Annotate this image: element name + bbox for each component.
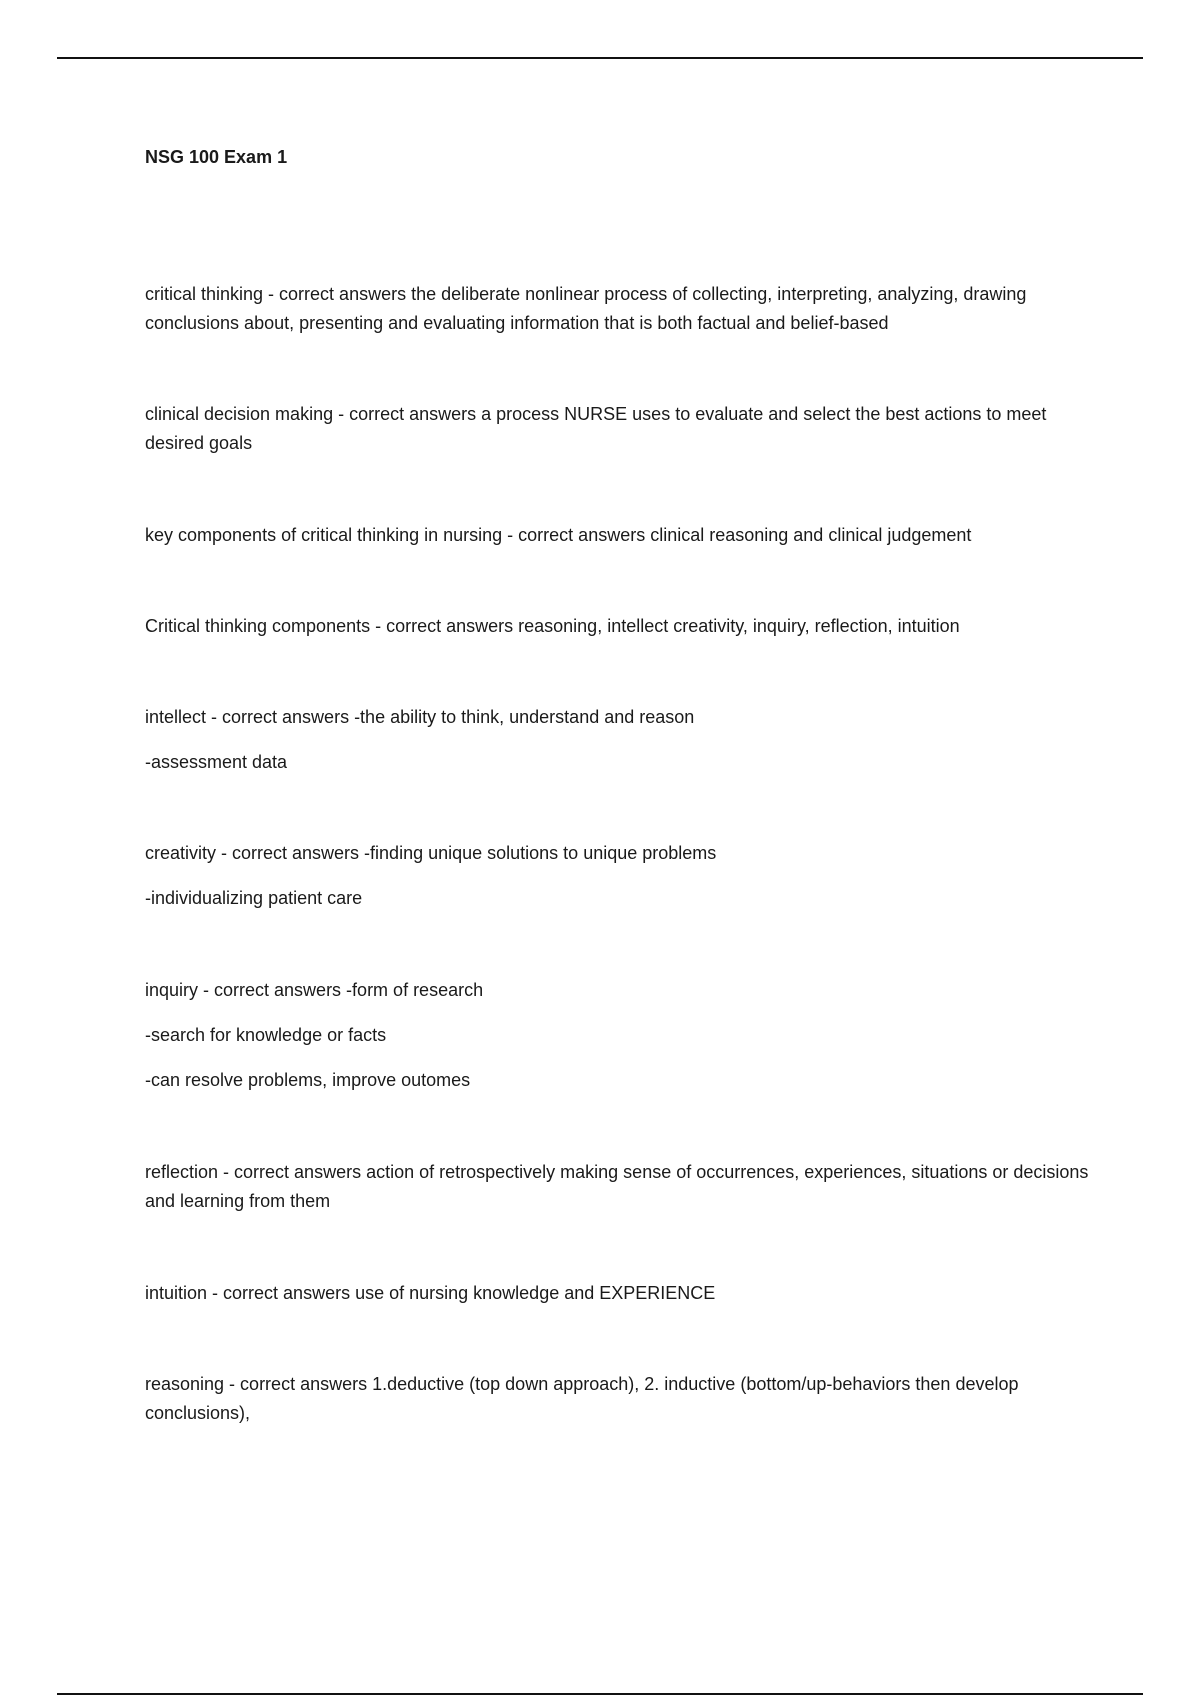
- entry-intuition: [145, 1279, 1090, 1308]
- entry-text: key components of critical thinking in nursing - correct answers clinical reasoning and clinical judgement: [145, 525, 972, 545]
- bottom-divider: [57, 1693, 1143, 1695]
- entry-text: reasoning - correct answers 1.deductive (top down approach), 2. inductive (bottom/up-behaviors then develop conclusions),: [145, 1374, 1019, 1423]
- entry-critical-thinking: [145, 280, 1090, 338]
- entry-reflection: [145, 1158, 1090, 1216]
- entry-reasoning: [145, 1370, 1090, 1428]
- entry-detail-line: -can resolve problems, improve outomes: [145, 1070, 471, 1090]
- document-title: NSG 100 Exam 1: [145, 147, 288, 167]
- entry-text: clinical decision making - correct answers a process NURSE uses to evaluate and select the best actions to meet desired goals: [145, 404, 1047, 453]
- entry-text: intellect - correct answers -the ability to think, understand and reason: [145, 707, 695, 727]
- entry-key-components: [145, 521, 1090, 550]
- entry-text: inquiry - correct answers -form of research: [145, 980, 484, 1000]
- entry-detail-line: -individualizing patient care: [145, 888, 363, 908]
- entry-detail-line: -search for knowledge or facts: [145, 1025, 387, 1045]
- entry-inquiry: [145, 976, 1090, 1095]
- entry-text: reflection - correct answers action of retrospectively making sense of occurrences, experiences, situations or decisions and learning from them: [145, 1162, 1089, 1211]
- entry-critical-thinking-components: [145, 612, 1090, 641]
- entry-text: Critical thinking components - correct answers reasoning, intellect creativity, inquiry, reflection, intuition: [145, 616, 960, 636]
- entry-clinical-decision-making: [145, 400, 1090, 458]
- entry-text: critical thinking - correct answers the deliberate nonlinear process of collecting, interpreting, analyzing, drawing conclusions about, presenting and evaluating information that is both factual and belief-based: [145, 284, 1027, 333]
- entry-text: creativity - correct answers -finding unique solutions to unique problems: [145, 843, 717, 863]
- entry-intellect: [145, 703, 1090, 777]
- entry-detail-line: -assessment data: [145, 752, 288, 772]
- entry-text: intuition - correct answers use of nursing knowledge and EXPERIENCE: [145, 1283, 716, 1303]
- entry-creativity: [145, 839, 1090, 913]
- top-divider: [57, 57, 1143, 59]
